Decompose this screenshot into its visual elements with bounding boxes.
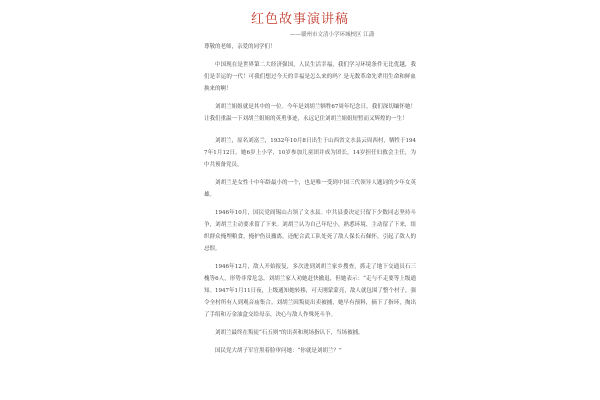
paragraph-greeting: 尊敬的老师，亲爱的同学们！ — [204, 44, 276, 50]
paragraph-remembrance: 刘胡兰姐姐就是其中的一位。今年是刘胡兰牺牲67周年纪念日，我们深切缅怀她！让我们重温一下刘胡兰姐姐的英勇事迹，永远记住刘胡兰姐姐短暂而又辉煌的一生！ — [204, 104, 416, 122]
paragraph-youngest-heroine: 刘胡兰是女性十中年龄最小的一个，也是唯一受到中国三代领导人题词的少年女英雄。 — [204, 180, 416, 198]
document-body — [204, 41, 416, 357]
paragraph-interrogation: 国民党大胡子军官黑着脸审问她：“你就是刘胡兰？” — [215, 348, 342, 354]
paragraph-october-1946: 1946年10月，国民党阎锡山占领了文水县。中共县委决定只留下少数同志坚持斗争，刘胡兰主动要求留了下来。刘胡兰认为自己年纪小，熟悉环境，主动留了下来，组织群众掩埋粮食，掩护伤员撤离，还配合武工队处死了敌人保长石佩怀，引起了敌人的忌恨。 — [204, 210, 416, 252]
paragraph-december-1946: 1946年12月，敌人开始报复，多次进到刘胡兰家乡搜查，抓走了地下交通员石三槐等6人，形势非常危急。刘胡兰家人劝她赶快撤退，但她表示：“走与不走要等上级通知。1947年1月11日夜，上级通知她转移，可天刚蒙蒙亮，敌人就包围了整个村子，强令全村所有人到观音庙集合。刘胡兰因叛徒出卖被捕，她早有预料，摘下了指环，掏出了手绢和万金油盒交给母亲，决心与敌人作殊死斗争。 — [204, 264, 416, 318]
document-title: 红色故事演讲稿 — [250, 12, 349, 27]
document-subtitle: ——赣州市文清小学环城校区 江潇 — [290, 32, 375, 38]
paragraph-intro: 中国现在是世界第二大经济强国，人民生活幸福，我们学习环境条件无比优越，我们是幸运的一代！可我们想过今天的幸福是怎么来的吗？是无数革命先辈用生命和鲜血换来的啊！ — [204, 62, 416, 92]
paragraph-arrest: 刘胡兰最终在叛徒“石五则”的出卖和现场指认下，当场被捕。 — [215, 330, 364, 336]
paragraph-biography: 刘胡兰，原名刘富兰，1932年10月8日出生于山西省文水县云周西村，牺牲于1947年1月12日。她6岁上小学，10岁参加儿童团并成为团长，14岁担任妇救会主任，为中共预备党员。 — [204, 138, 416, 168]
